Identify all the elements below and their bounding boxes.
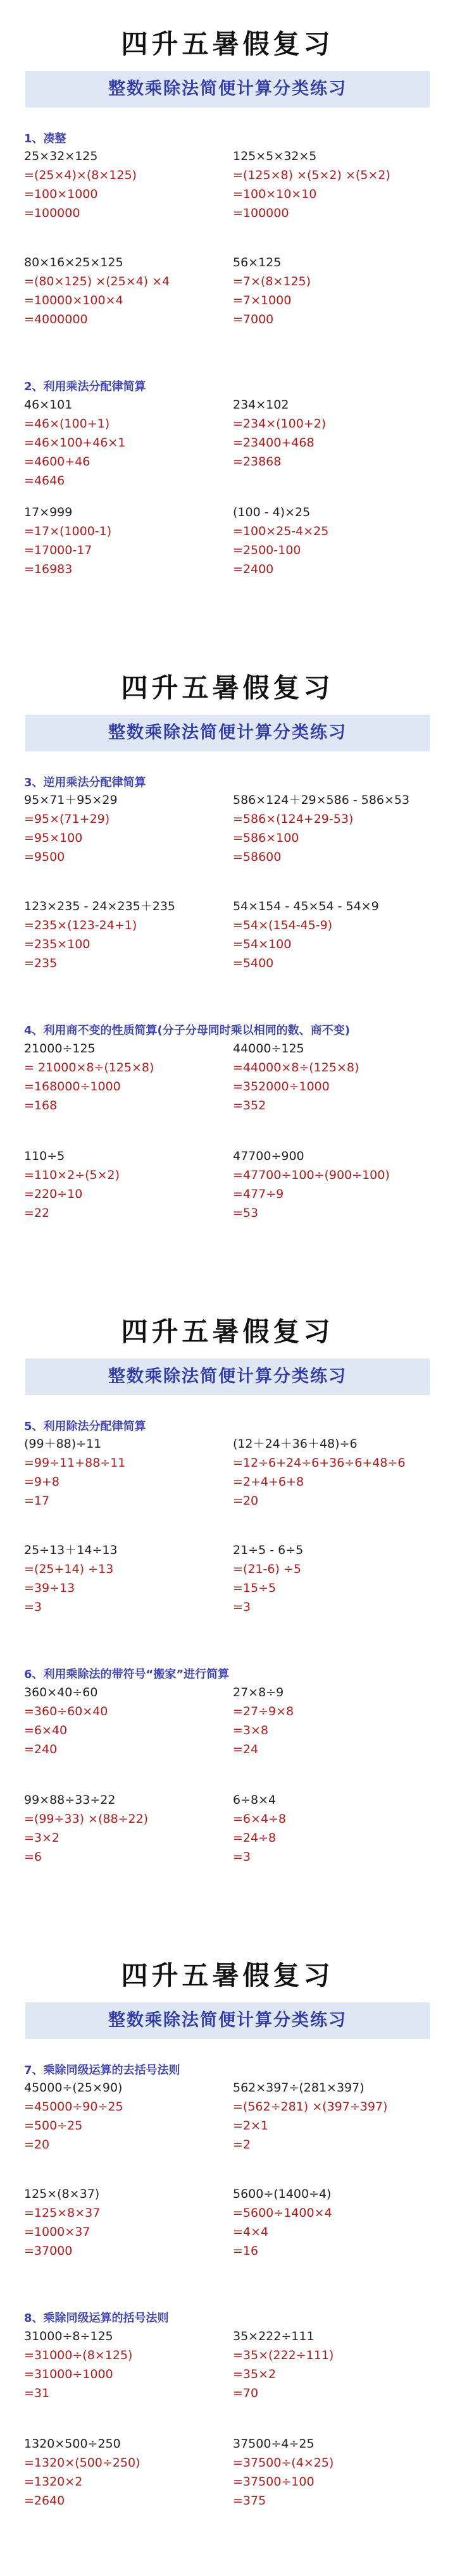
solution-step: =2640 [24, 2494, 65, 2508]
solution-step: =17 [24, 1494, 50, 1508]
problem-block [24, 2327, 233, 2403]
solution-step: =9+8 [24, 1475, 60, 1489]
solution-step: =500÷25 [24, 2119, 83, 2133]
problem-expression: 25÷13＋14÷13 [24, 1543, 118, 1557]
solution-step: =31 [24, 2386, 50, 2400]
problem-expression: 17×999 [24, 505, 73, 519]
solution-step: =6×40 [24, 1723, 68, 1737]
section-heading: 7、乘除同级运算的去括号法则 [24, 2064, 180, 2077]
solution-step: =46×100+46×1 [24, 436, 126, 450]
section-heading: 1、凑整 [24, 132, 66, 145]
problem-block [233, 147, 442, 223]
solution-step: =240 [24, 1742, 58, 1756]
problem-block [233, 503, 442, 579]
problem-block [24, 2078, 233, 2154]
problem-block [233, 1790, 442, 1866]
solution-step: =477÷9 [233, 1187, 284, 1201]
solution-step: =(21-6) ÷5 [233, 1562, 301, 1576]
worksheet-page [0, 644, 455, 1288]
solution-step: =(562÷281) ×(397÷397) [233, 2100, 388, 2114]
solution-step: =7×1000 [233, 293, 292, 307]
problem-block [24, 1434, 233, 1510]
solution-step: =45000÷90÷25 [24, 2100, 123, 2114]
solution-step: =17×(1000-1) [24, 524, 112, 538]
solution-step: =3×2 [24, 1831, 60, 1845]
problem-expression: 360×40÷60 [24, 1685, 98, 1699]
solution-step: =31000÷(8×125) [24, 2348, 133, 2362]
problem-expression: 47700÷900 [233, 1149, 304, 1163]
solution-step: =5600÷1400×4 [233, 2206, 332, 2220]
solution-step: =3 [24, 1600, 42, 1614]
solution-step: =4600+46 [24, 455, 90, 469]
problem-expression: 123×235 - 24×235＋235 [24, 899, 176, 913]
solution-step: =360÷60×40 [24, 1704, 108, 1718]
solution-step: =1320×2 [24, 2475, 83, 2489]
solution-step: =31000÷1000 [24, 2367, 113, 2381]
solution-step: =125×8×37 [24, 2206, 101, 2220]
section-heading: 8、乘除同级运算的括号法则 [24, 2312, 169, 2325]
solution-step: =70 [233, 2386, 259, 2400]
solution-step: =3×8 [233, 1723, 269, 1737]
solution-step: =(99÷33) ×(88÷22) [24, 1812, 149, 1826]
worksheet-page [0, 1932, 455, 2575]
solution-step: =168 [24, 1099, 58, 1112]
solution-step: =586×100 [233, 831, 299, 845]
solution-step: =235×(123-24+1) [24, 918, 137, 932]
solution-step: =3 [233, 1600, 251, 1614]
problem-expression: 46×101 [24, 398, 73, 412]
solution-step: =2500-100 [233, 543, 301, 557]
solution-step: =20 [24, 2138, 50, 2152]
page-subtitle-banner: 整数乘除法简便计算分类练习 [25, 71, 430, 108]
problem-block [233, 2185, 442, 2260]
solution-step: =352 [233, 1099, 266, 1112]
solution-step: =1320×(500÷250) [24, 2456, 140, 2470]
section-heading: 4、利用商不变的性质简算(分子分母同时乘以相同的数、商不变) [24, 1024, 350, 1037]
problem-expression: 80×16×25×125 [24, 256, 123, 269]
solution-step: =375 [233, 2494, 266, 2508]
solution-step: =2400 [233, 562, 274, 576]
solution-step: =27÷9×8 [233, 1704, 294, 1718]
solution-step: =15÷5 [233, 1581, 277, 1595]
problem-expression: 21000÷125 [24, 1042, 96, 1056]
problem-block [233, 1541, 442, 1617]
solution-step: =7000 [233, 312, 274, 326]
page-subtitle-banner: 整数乘除法简便计算分类练习 [25, 715, 430, 751]
page-title: 四升五暑假复习 [121, 672, 334, 703]
section-heading: 6、利用乘除法的带符号“搬家”进行简算 [24, 1668, 230, 1681]
solution-step: =37500÷100 [233, 2475, 315, 2489]
solution-step: =6×4÷8 [233, 1812, 287, 1826]
solution-step: =6 [24, 1850, 42, 1864]
solution-step: =110×2÷(5×2) [24, 1168, 120, 1182]
problem-block [24, 1147, 233, 1223]
solution-step: =24 [233, 1742, 259, 1756]
problem-block [24, 897, 233, 973]
solution-step: =(25×4)×(8×125) [24, 168, 137, 182]
solution-step: =100×25-4×25 [233, 524, 329, 538]
problem-block [233, 1434, 442, 1510]
solution-step: =16 [233, 2244, 259, 2258]
problem-expression: 56×125 [233, 256, 282, 269]
page-subtitle-banner: 整数乘除法简便计算分类练习 [25, 2002, 430, 2039]
problem-expression: 5600÷(1400÷4) [233, 2187, 332, 2201]
problem-expression: 99×88÷33÷22 [24, 1793, 116, 1807]
solution-step: =2×1 [233, 2119, 269, 2133]
solution-step: =234×(100+2) [233, 417, 327, 431]
solution-step: =2 [233, 2138, 251, 2152]
problem-expression: (99＋88)÷11 [24, 1437, 102, 1451]
solution-step: =100000 [233, 206, 289, 220]
solution-step: =24÷8 [233, 1831, 277, 1845]
solution-step: =2+4+6+8 [233, 1475, 304, 1489]
problem-block [24, 1039, 233, 1115]
solution-step: =168000÷1000 [24, 1080, 121, 1094]
solution-step: =99÷11+88÷11 [24, 1456, 126, 1470]
solution-step: =100000 [24, 206, 80, 220]
solution-step: =53 [233, 1206, 259, 1220]
solution-step: =95×100 [24, 831, 83, 845]
solution-step: =9500 [24, 850, 65, 864]
solution-step: =95×(71+29) [24, 812, 110, 826]
section-heading: 2、利用乘法分配律简算 [24, 380, 146, 393]
problem-expression: 44000÷125 [233, 1042, 304, 1056]
problem-block [24, 503, 233, 579]
problem-expression: 1320×500÷250 [24, 2437, 121, 2451]
solution-step: =(25+14) ÷13 [24, 1562, 114, 1576]
problem-expression: 6÷8×4 [233, 1793, 277, 1807]
solution-step: =5400 [233, 956, 274, 970]
problem-block [233, 2078, 442, 2154]
problem-block [24, 791, 233, 866]
solution-step: =100×1000 [24, 187, 98, 201]
solution-step: =4×4 [233, 2225, 269, 2239]
problem-block [233, 1683, 442, 1759]
problem-block [24, 2434, 233, 2510]
solution-step: =352000÷1000 [233, 1080, 330, 1094]
solution-step: =20 [233, 1494, 259, 1508]
solution-step: =1000×37 [24, 2225, 90, 2239]
solution-step: =35×2 [233, 2367, 277, 2381]
solution-step: =(80×125) ×(25×4) ×4 [24, 274, 170, 288]
problem-expression: 95×71＋95×29 [24, 793, 118, 807]
solution-step: =220÷10 [24, 1187, 83, 1201]
problem-block [24, 2185, 233, 2260]
page-title: 四升五暑假复习 [121, 1316, 334, 1347]
solution-step: =54×(154-45-9) [233, 918, 333, 932]
solution-step: =235 [24, 956, 58, 970]
solution-step: =44000×8÷(125×8) [233, 1061, 359, 1075]
worksheet-page [0, 0, 455, 644]
problem-block [233, 2327, 442, 2403]
problem-expression: 54×154 - 45×54 - 54×9 [233, 899, 379, 913]
page-subtitle-banner: 整数乘除法简便计算分类练习 [25, 1359, 430, 1395]
solution-step: =17000-17 [24, 543, 92, 557]
page-title: 四升五暑假复习 [121, 28, 334, 59]
section-heading: 5、利用除法分配律简算 [24, 1420, 146, 1433]
problem-expression: 586×124＋29×586 - 586×53 [233, 793, 410, 807]
problem-block [233, 1039, 442, 1115]
problem-block [24, 147, 233, 223]
solution-step: =100×10×10 [233, 187, 317, 201]
solution-step: =4646 [24, 474, 65, 488]
problem-expression: 562×397÷(281×397) [233, 2081, 365, 2095]
solution-step: =35×(222÷111) [233, 2348, 334, 2362]
solution-step: =23868 [233, 455, 282, 469]
solution-step: =54×100 [233, 937, 292, 951]
problem-expression: 35×222÷111 [233, 2329, 315, 2343]
solution-step: =7×(8×125) [233, 274, 311, 288]
solution-step: =10000×100×4 [24, 293, 123, 307]
solution-step: =37500÷(4×25) [233, 2456, 334, 2470]
problem-expression: 25×32×125 [24, 149, 98, 163]
problem-block [233, 897, 442, 973]
problem-block [233, 791, 442, 866]
problem-block [233, 2434, 442, 2510]
problem-expression: 125×5×32×5 [233, 149, 317, 163]
solution-step: =3 [233, 1850, 251, 1864]
problem-expression: 234×102 [233, 398, 289, 412]
solution-step: =39÷13 [24, 1581, 75, 1595]
problem-expression: 45000÷(25×90) [24, 2081, 123, 2095]
solution-step: =37000 [24, 2244, 73, 2258]
problem-expression: 37500÷4÷25 [233, 2437, 315, 2451]
solution-step: =586×(124+29-53) [233, 812, 354, 826]
problem-block [24, 1541, 233, 1617]
solution-step: =58600 [233, 850, 282, 864]
solution-step: =23400+468 [233, 436, 315, 450]
worksheet-page [0, 1288, 455, 1932]
page-title: 四升五暑假复习 [121, 1960, 334, 1991]
problem-expression: (100 - 4)×25 [233, 505, 311, 519]
problem-block [24, 1683, 233, 1759]
problem-block [233, 1147, 442, 1223]
problem-block [24, 253, 233, 329]
section-heading: 3、逆用乘法分配律简算 [24, 776, 146, 789]
solution-step: = 21000×8÷(125×8) [24, 1061, 154, 1075]
problem-expression: 31000÷8÷125 [24, 2329, 113, 2343]
problem-block [233, 253, 442, 329]
problem-expression: 27×8÷9 [233, 1685, 284, 1699]
solution-step: =47700÷100÷(900÷100) [233, 1168, 390, 1182]
solution-step: =46×(100+1) [24, 417, 110, 431]
solution-step: =16983 [24, 562, 73, 576]
solution-step: =22 [24, 1206, 50, 1220]
solution-step: =4000000 [24, 312, 88, 326]
problem-expression: (12＋24＋36＋48)÷6 [233, 1437, 358, 1451]
problem-expression: 110÷5 [24, 1149, 65, 1163]
problem-block [24, 1790, 233, 1866]
problem-block [233, 395, 442, 471]
problem-expression: 125×(8×37) [24, 2187, 100, 2201]
solution-step: =235×100 [24, 937, 90, 951]
problem-expression: 21÷5 - 6÷5 [233, 1543, 304, 1557]
solution-step: =12÷6+24÷6+36÷6+48÷6 [233, 1456, 406, 1470]
solution-step: =(125×8) ×(5×2) ×(5×2) [233, 168, 390, 182]
problem-block [24, 395, 233, 490]
